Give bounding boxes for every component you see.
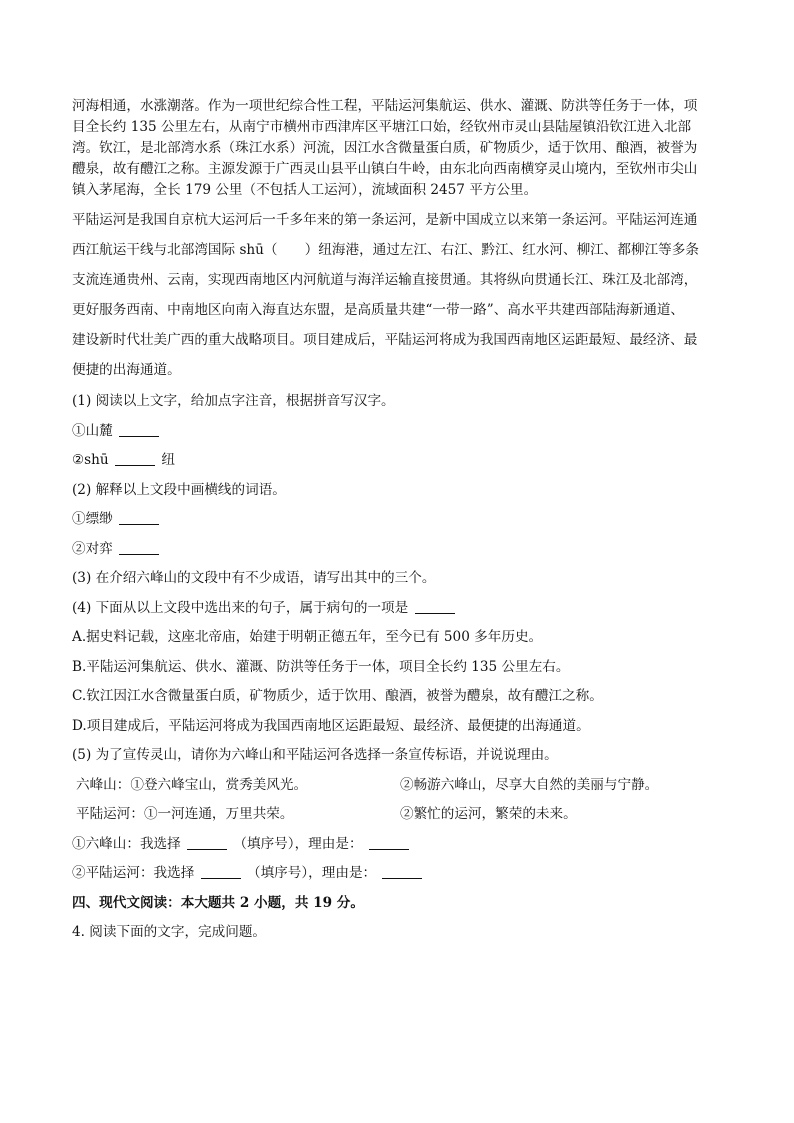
text-line: 目全长约 135 公里左右，从南宁市横州市西津库区平塘江口始，经钦州市灵山县陆屋镇沿钦江进入北部	[72, 119, 692, 135]
text-line: 醴泉，故有醴江之称。主源发源于广西灵山县平山镇白牛岭，由东北向西南横穿灵山境内，至钦州市尖山	[72, 161, 698, 177]
question-4-option-b: B.平陆运河集航运、供水、灌溉、防洪等任务于一体，项目全长约 135 公里左右。	[72, 658, 570, 675]
answer-blank[interactable]	[119, 542, 159, 555]
slogan-option: ②繁忙的运河，繁荣的未来。	[400, 806, 577, 822]
question-label: ①山麓	[72, 422, 113, 439]
slogan-option: 六峰山：①登六峰宝山，赏秀美风光。	[76, 776, 308, 793]
question-2: (2) 解释以上文段中画横线的词语。	[72, 481, 286, 498]
answer-blank[interactable]	[119, 512, 159, 525]
document-page	[72, 96, 724, 952]
text-line: 便捷的出海通道。	[72, 362, 181, 378]
question-1-item-b	[72, 450, 724, 471]
question-label: ①缥缈	[72, 511, 113, 527]
question-label: ②平陆运河：我选择	[72, 865, 195, 881]
slogan-option: 平陆运河：①一河连通，万里共荣。	[76, 806, 294, 822]
answer-blank[interactable]	[369, 837, 409, 850]
question-4-option-a: A.据史料记载，这座北帝庙，始建于明朝正德五年，至今已有 500 多年历史。	[72, 629, 543, 645]
section-item-4: 4. 阅读下面的文字，完成问题。	[72, 924, 267, 940]
question-label: （填序号），理由是：	[247, 865, 377, 881]
answer-blank[interactable]	[415, 601, 455, 614]
text-line: 河海相通，水涨潮落。作为一项世纪综合性工程，平陆运河集航运、供水、灌溉、防洪等任务于一体，项	[72, 98, 698, 114]
question-1: (1) 阅读以上文字，给加点字注音，根据拼音写汉字。	[72, 393, 395, 409]
answer-blank[interactable]	[115, 453, 155, 466]
question-5: (5) 为了宣传灵山，请你为六峰山和平陆运河各选择一条宣传标语，并说说理由。	[72, 747, 558, 763]
text-line: 支流连通贵州、云南，实现西南地区内河航道与海洋运输直接贯通。其将纵向贯通长江、珠江及北部湾，	[72, 272, 698, 288]
question-5-answer-b	[72, 863, 724, 884]
passage-paragraph-2	[72, 205, 724, 385]
answer-blank[interactable]	[119, 424, 159, 437]
answer-blank[interactable]	[187, 837, 227, 850]
question-1-item-a	[72, 421, 724, 442]
text-line: 镇入茅尾海，全长 179 公里（不包括人工运河），流域面积 2457 平方公里。	[72, 182, 538, 198]
text-line: 建设新时代壮美广西的重大战略项目。项目建成后，平陆运河将成为我国西南地区运距最短、最经济、最	[72, 332, 698, 348]
question-label: 纽	[161, 452, 175, 468]
slogan-row-pinglu	[76, 804, 724, 825]
question-3: (3) 在介绍六峰山的文段中有不少成语，请写出其中的三个。	[72, 570, 436, 586]
text-line: 西江航运干线与北部湾国际 shū（ ）纽海港，通过左江、右江、黔江、红水河、柳江、都柳江等多条	[72, 242, 699, 258]
passage-paragraph-1	[72, 96, 724, 201]
question-label: （填序号），理由是：	[233, 835, 363, 852]
slogan-row-liufeng	[76, 775, 724, 796]
question-label: ②对弈	[72, 540, 113, 557]
question-label: (4) 下面从以上文段中选出来的句子，属于病句的一项是	[72, 599, 409, 616]
question-5-answer-a	[72, 834, 724, 855]
answer-blank[interactable]	[382, 866, 422, 879]
text-line: 湾。钦江，是北部湾水系（珠江水系）河流，因江水含微量蛋白质，矿物质少，适于饮用、酿酒，被誉为	[72, 140, 698, 156]
text-line: 更好服务西南、中南地区向南入海直达东盟，是高质量共建“一带一路”、高水平共建西部陆海新通道、	[72, 302, 685, 318]
question-label: ②shū	[72, 452, 109, 468]
question-4-option-d: D.项目建成后，平陆运河将成为我国西南地区运距最短、最经济、最便捷的出海通道。	[72, 717, 590, 734]
question-4-option-c: C.钦江因江水含微量蛋白质，矿物质少，适于饮用、酿酒，被誉为醴泉，故有醴江之称。	[72, 688, 603, 704]
question-2-item-b	[72, 539, 724, 560]
text-line: 平陆运河是我国自京杭大运河后一千多年来的第一条运河，是新中国成立以来第一条运河。平陆运河连通	[72, 212, 698, 228]
slogan-option: ②畅游六峰山，尽享大自然的美丽与宁静。	[400, 776, 659, 793]
answer-blank[interactable]	[201, 866, 241, 879]
question-2-item-a	[72, 509, 724, 530]
question-label: ①六峰山：我选择	[72, 835, 181, 852]
question-4	[72, 598, 724, 619]
section-heading: 四、现代文阅读：本大题共 2 小题，共 19 分。	[72, 894, 364, 911]
